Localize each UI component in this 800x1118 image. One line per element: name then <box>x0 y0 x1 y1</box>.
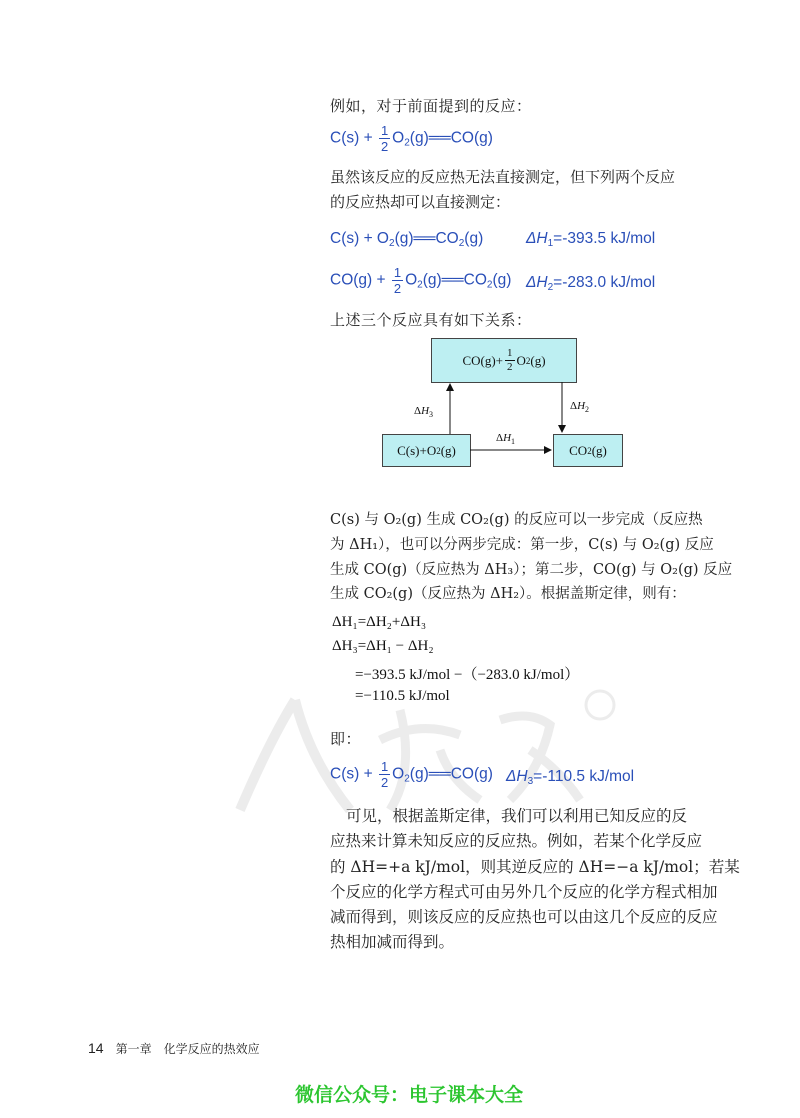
fraction-one-half: $\frac{1}{2}$ <box>380 123 389 154</box>
label-dh2: $\Delta H_2$ <box>570 400 590 415</box>
page-footer <box>88 1040 260 1057</box>
paragraph-line: 生成 CO(g)（反应热为 ΔH₃）；第二步，CO(g) 与 O₂(g) 反应 <box>330 561 733 578</box>
equation-dh1: $C(s) + O_2(g)══CO_2(g)$ <box>330 230 484 249</box>
ji-label: 即： <box>330 730 362 748</box>
wechat-banner: 微信公众号：电子课本大全 <box>295 1084 524 1106</box>
calc-line-4: =−110.5 kJ/mol <box>355 688 450 704</box>
paragraph-line: 虽然该反应的反应热无法直接测定，但下列两个反应 <box>330 168 676 186</box>
page-number: 14 <box>88 1040 104 1056</box>
paragraph-line: 生成 CO₂(g)（反应热为 ΔH₂）。根据盖斯定律，则有： <box>330 586 686 603</box>
relation-line: 上述三个反应具有如下关系： <box>330 311 532 329</box>
equation-co-formation: C(s) + $\frac{1}{2}$ $O_2(g)══CO(g)$ <box>330 123 493 154</box>
diagram-box-intermediate: CO(g)+ $\frac{1}{2}$ O 2 (g) <box>431 338 577 383</box>
paragraph-line: 的反应热却可以直接测定： <box>330 192 511 211</box>
paragraph-line: 减而得到，则该反应的反应热也可以由这几个反应的反应 <box>330 908 718 927</box>
diagram-arrows <box>370 330 640 480</box>
paragraph-line: 为 ΔH₁），也可以分两步完成：第一步，C(s) 与 O₂(g) 反应 <box>330 536 714 553</box>
equation-dh3: C(s) + $\frac{1}{2}$ $O_2(g)══CO(g)$ <box>330 759 493 790</box>
diagram-box-product: CO 2 (g) <box>553 434 623 467</box>
paragraph-line: 热相加减而得到。 <box>330 933 455 952</box>
fraction-one-half: $\frac{1}{2}$ <box>393 265 402 296</box>
delta-h2-value: $\Delta H_2=-283.0$ kJ/mol <box>526 274 656 293</box>
fraction-one-half: $\frac{1}{2}$ <box>380 759 389 790</box>
paragraph-line: 可见，根据盖斯定律，我们可以利用已知反应的反 <box>346 807 688 825</box>
paragraph-line: 个反应的化学方程式可由另外几个反应的化学方程式相加 <box>330 882 718 901</box>
paragraph-line: 应热来计算未知反应的反应热。例如，若某个化学反应 <box>330 832 703 851</box>
calc-line-2: ΔH₃=ΔH₁ − ΔH₂ <box>332 638 434 654</box>
label-dh1: $\Delta H_1$ <box>496 432 516 447</box>
delta-h1-value: $\Delta H_1=-393.5$ kJ/mol <box>526 230 656 249</box>
calc-line-1: ΔH₁=ΔH₂+ΔH₃ <box>332 614 427 630</box>
chapter-title: 第一章 化学反应的热效应 <box>115 1042 260 1056</box>
equation-dh2: CO(g) + $\frac{1}{2}$ $O_2(g)══CO_2(g)$ <box>330 265 512 296</box>
delta-h3-value: $\Delta H_3=-110.5$ kJ/mol <box>506 768 635 787</box>
paragraph-two-paths <box>330 508 733 607</box>
paragraph-line: 的 ΔH=+a kJ/mol，则其逆反应的 ΔH=−a kJ/mol；若某 <box>330 857 740 876</box>
paragraph-line: C(s) 与 O₂(g) 生成 CO₂(g) 的反应可以一步完成（反应热 <box>330 512 703 528</box>
calc-line-3: =−393.5 kJ/mol −（−283.0 kJ/mol） <box>355 667 580 683</box>
intro-line: 例如，对于前面提到的反应： <box>330 97 532 115</box>
paragraph-measurement <box>330 165 702 215</box>
paragraph-conclusion <box>330 804 740 956</box>
diagram-box-reactants: C(s)+O 2 (g) <box>382 434 471 467</box>
label-dh3: $\Delta H_3$ <box>414 405 434 420</box>
